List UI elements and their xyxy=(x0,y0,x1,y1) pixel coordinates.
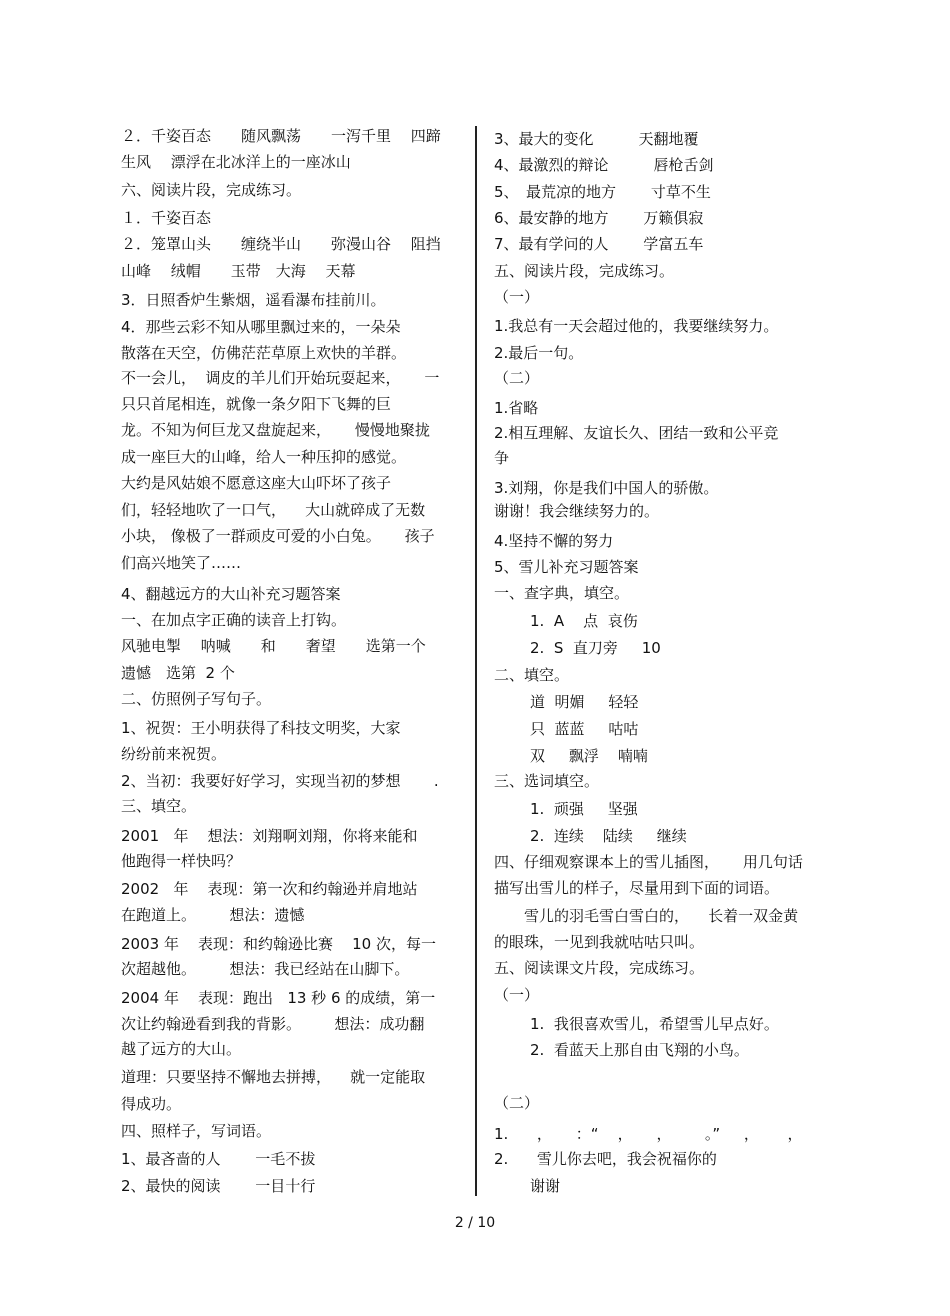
text-line: （一） xyxy=(494,986,540,1004)
text-line: 五、阅读片段，完成练习。 xyxy=(494,262,675,280)
text-line: 1. 顽强 坚强 xyxy=(530,800,638,818)
text-line: 越了远方的大山。 xyxy=(121,1040,242,1058)
text-line: 们，轻轻地吹了一口气， 大山就碎成了无数 xyxy=(121,501,426,519)
text-line: 二、仿照例子写句子。 xyxy=(121,690,272,708)
text-line: 双 飘浮 喃喃 xyxy=(530,747,648,765)
text-line: 谢谢！我会继续努力的。 xyxy=(494,502,660,520)
text-line: 雪儿的羽毛雪白雪白的， 长着一双金黄 xyxy=(524,907,799,925)
text-line: 二、填空。 xyxy=(494,666,570,684)
text-line: 2001 年 想法：刘翔啊刘翔，你将来能和 xyxy=(121,827,418,845)
text-line: 大约是风姑娘不愿意这座大山吓坏了孩子 xyxy=(121,474,392,492)
text-line: 遗憾 选第 2 个 xyxy=(121,664,235,682)
text-line: 2002 年 表现：第一次和约翰逊并肩地站 xyxy=(121,880,418,898)
text-line: 小块， 像极了一群顽皮可爱的小白兔。 孩子 xyxy=(121,527,435,545)
text-line: 一、在加点字正确的读音上打钩。 xyxy=(121,611,347,629)
text-line: １．千姿百态 xyxy=(121,209,212,227)
text-line: 一、查字典，填空。 xyxy=(494,584,630,602)
text-line: 2、最快的阅读 一目十行 xyxy=(121,1177,316,1195)
text-line: 2.最后一句。 xyxy=(494,344,584,362)
text-line: （二） xyxy=(494,1094,540,1112)
text-line: 龙。不知为何巨龙又盘旋起来， 慢慢地聚拢 xyxy=(121,421,430,439)
text-line: 三、填空。 xyxy=(121,797,197,815)
text-line: 2.相互理解、友谊长久、团结一致和公平竞 xyxy=(494,424,779,442)
text-line: 道 明媚 轻轻 xyxy=(530,693,639,711)
text-line: 2003 年 表现：和约翰逊比赛 10 次，每一 xyxy=(121,935,436,953)
text-line: 四、照样子，写词语。 xyxy=(121,1122,272,1140)
text-line: 只 蓝蓝 咕咕 xyxy=(530,720,639,738)
text-line: 4.坚持不懈的努力 xyxy=(494,532,614,550)
text-line: 2. 雪儿你去吧，我会祝福你的 xyxy=(494,1150,717,1168)
text-line: 描写出雪儿的样子，尽量用到下面的词语。 xyxy=(494,879,780,897)
text-line: 5、 最荒凉的地方 寸草不生 xyxy=(494,183,711,201)
text-line: 得成功。 xyxy=(121,1095,182,1113)
text-line: 1. ， ：“ ， ， 。” ， ， xyxy=(494,1125,803,1143)
text-line: 1. A 点 哀伤 xyxy=(530,612,638,630)
text-line: 3.刘翔，你是我们中国人的骄傲。 xyxy=(494,479,719,497)
text-line: 成一座巨大的山峰，给人一种压抑的感觉。 xyxy=(121,448,407,466)
text-line: 争 xyxy=(494,449,510,467)
text-line: 道理：只要坚持不懈地去拼搏， 就一定能取 xyxy=(121,1068,426,1086)
text-line: ２．笼罩山头 缠绕半山 弥漫山谷 阻挡 xyxy=(121,235,441,253)
text-line: 7、最有学问的人 学富五车 xyxy=(494,235,704,253)
text-line: 只只首尾相连，就像一条夕阳下飞舞的巨 xyxy=(121,395,392,413)
text-line: 次让约翰逊看到我的背影。 想法：成功翻 xyxy=(121,1015,425,1033)
text-line: 次超越他。 想法：我已经站在山脚下。 xyxy=(121,960,410,978)
text-line: 4、最激烈的辩论 唇枪舌剑 xyxy=(494,156,714,174)
text-line: 山峰 绒帽 玉带 大海 天幕 xyxy=(121,262,356,280)
text-line: 1. 我很喜欢雪儿，希望雪儿早点好。 xyxy=(530,1015,779,1033)
text-line: 五、阅读课文片段，完成练习。 xyxy=(494,959,705,977)
text-line: 六、阅读片段，完成练习。 xyxy=(121,181,302,199)
text-line: 2. 看蓝天上那自由飞翔的小鸟。 xyxy=(530,1041,749,1059)
text-line: 6、最安静的地方 万籁俱寂 xyxy=(494,209,704,227)
text-line: 他跑得一样快吗？ xyxy=(121,852,242,870)
column-divider xyxy=(475,126,477,1196)
text-line: 风驰电掣 呐喊 和 奢望 选第一个 xyxy=(121,637,426,655)
section-heading: 4、翻越远方的大山补充习题答案 xyxy=(121,585,341,603)
page-number: 2 / 10 xyxy=(454,1215,496,1231)
text-line: 四、仔细观察课本上的雪儿插图， 用几句话 xyxy=(494,853,803,871)
text-line: 不一会儿， 调皮的羊儿们开始玩耍起来， 一 xyxy=(121,369,440,387)
text-line: 2、当初：我要好好学习，实现当初的梦想 . xyxy=(121,772,439,790)
text-line: 3．日照香炉生紫烟，遥看瀑布挂前川。 xyxy=(121,291,386,309)
text-line: 1.省略 xyxy=(494,399,539,417)
text-line: （二） xyxy=(494,369,540,387)
text-line: 们高兴地笑了…… xyxy=(121,554,242,572)
text-line: 2004 年 表现：跑出 13 秒 6 的成绩，第一 xyxy=(121,989,436,1007)
text-line: 3、最大的变化 天翻地覆 xyxy=(494,130,699,148)
text-line: 散落在天空，仿佛茫茫草原上欢快的羊群。 xyxy=(121,344,407,362)
text-line: 1.我总有一天会超过他的，我要继续努力。 xyxy=(494,317,779,335)
text-line: 纷纷前来祝贺。 xyxy=(121,745,227,763)
text-line: 的眼珠，一见到我就咕咕只叫。 xyxy=(494,933,705,951)
text-line: 生风 漂浮在北冰洋上的一座冰山 xyxy=(121,153,351,171)
text-line: 在跑道上。 想法：遗憾 xyxy=(121,906,305,924)
text-line: ２．千姿百态 随风飘荡 一泻千里 四蹄 xyxy=(121,127,441,145)
text-line: （一） xyxy=(494,288,540,306)
text-line: 2. S 直刀旁 10 xyxy=(530,639,661,657)
text-line: 谢谢 xyxy=(530,1177,561,1195)
text-line: 三、选词填空。 xyxy=(494,772,600,790)
text-line: 4．那些云彩不知从哪里飘过来的，一朵朵 xyxy=(121,318,401,336)
text-line: 1、最吝啬的人 一毛不拔 xyxy=(121,1150,316,1168)
section-heading: 5、雪儿补充习题答案 xyxy=(494,558,639,576)
text-line: 1、祝贺：王小明获得了科技文明奖，大家 xyxy=(121,719,401,737)
text-line: 2. 连续 陆续 继续 xyxy=(530,827,687,845)
